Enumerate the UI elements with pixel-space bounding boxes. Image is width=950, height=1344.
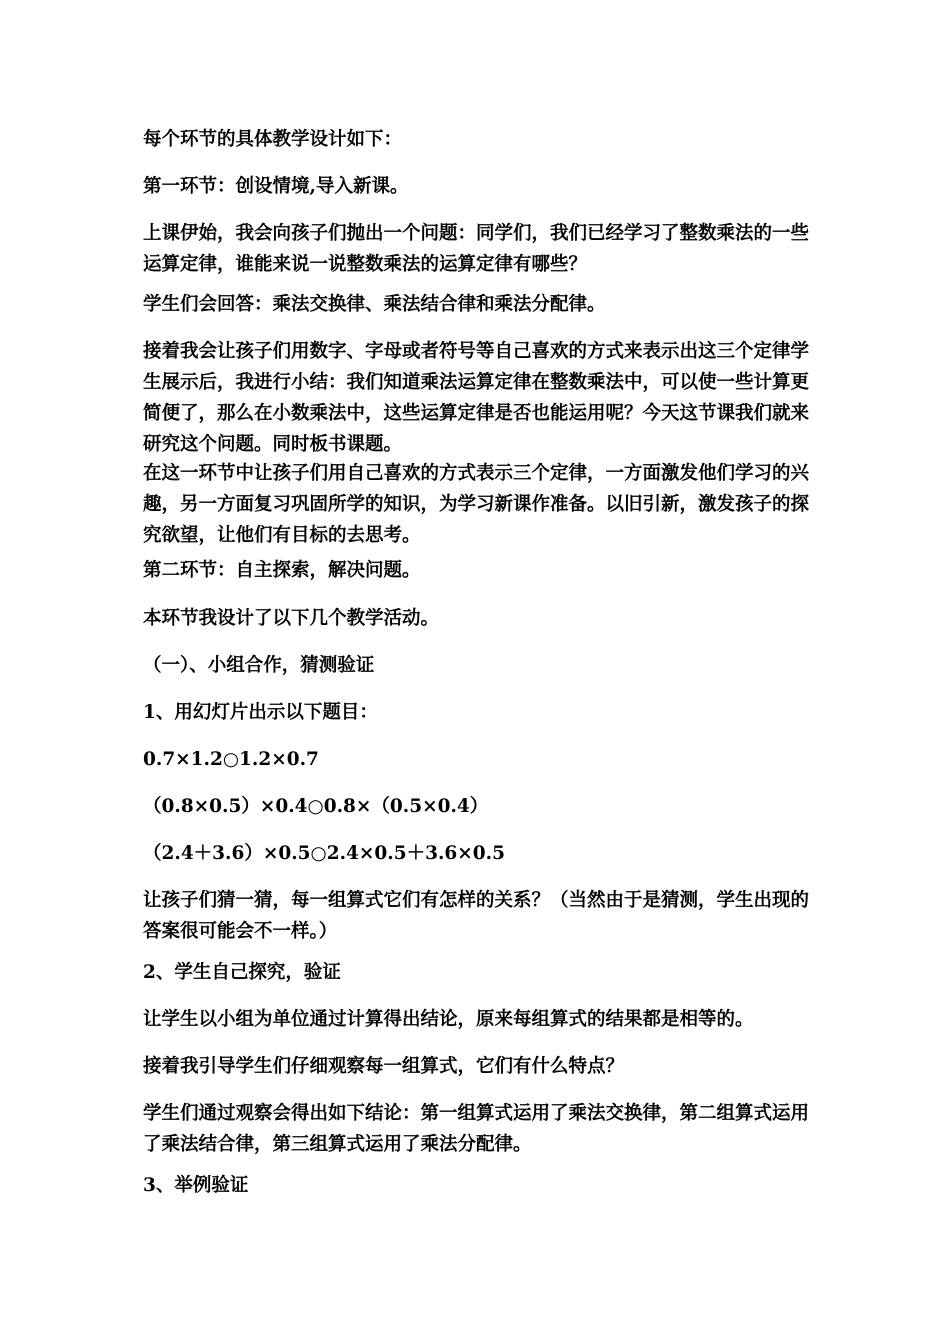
paragraph-activities: 本环节我设计了以下几个教学活动。 xyxy=(143,608,440,629)
paragraph-summary: 接着我会让孩子们用数字、字母或者符号等自己喜欢的方式来表示出这三个定律学生展示后，我进行小结：我们知道乘法运算定律在整数乘法中，可以使一些计算更简便了，那么在小数乘法中，这些运算定律是否也能运用呢？今天这节课我们就来研究这个问题。同时板书课题。 xyxy=(143,341,810,455)
paragraph-guess: 让孩子们猜一猜，每一组算式它们有怎样的关系？（当然由于是猜测，学生出现的答案很可能会不一样。） xyxy=(143,890,810,942)
paragraph-answer: 学生们会回答：乘法交换律、乘法结合律和乘法分配律。 xyxy=(143,294,606,315)
paragraph-conclusion: 学生们通过观察会得出如下结论：第一组算式运用了乘法交换律，第二组算式运用了乘法结合律，第三组算式运用了乘法分配律。 xyxy=(143,1103,810,1155)
formula-line-3: （2.4＋3.6）×0.5○2.4×0.5＋3.6×0.5 xyxy=(143,843,505,864)
paragraph-reflection: 在这一环节中让孩子们用自己喜欢的方式表示三个定律，一方面激发他们学习的兴趣，另一方面复习巩固所学的知识，为学习新课作准备。以旧引新，激发孩子的探究欲望，让他们有目标的去思考。 xyxy=(143,463,810,546)
subsection-heading-1: （一）、小组合作，猜测验证 xyxy=(143,655,375,676)
formula-line-1: 0.7×1.2○1.2×0.7 xyxy=(143,749,319,770)
paragraph-observe: 接着我引导学生们仔细观察每一组算式，它们有什么特点？ xyxy=(143,1056,625,1077)
list-item-2: 2、学生自己探究，验证 xyxy=(143,962,341,983)
section-heading-1: 第一环节：创设情境,导入新课。 xyxy=(143,176,409,197)
paragraph-intro: 每个环节的具体教学设计如下： xyxy=(143,129,403,150)
list-item-1: 1、用幻灯片出示以下题目： xyxy=(143,702,378,723)
paragraph-question: 上课伊始，我会向孩子们抛出一个问题：同学们，我们已经学习了整数乘法的一些运算定律，谁能来说一说整数乘法的运算定律有哪些？ xyxy=(143,223,810,275)
list-item-3: 3、举例验证 xyxy=(143,1175,249,1196)
paragraph-group-work: 让学生以小组为单位通过计算得出结论，原来每组算式的结果都是相等的。 xyxy=(143,1009,754,1030)
section-heading-2: 第二环节：自主探索，解决问题。 xyxy=(143,560,421,581)
formula-line-2: （0.8×0.5）×0.4○0.8×（0.5×0.4） xyxy=(143,796,489,817)
